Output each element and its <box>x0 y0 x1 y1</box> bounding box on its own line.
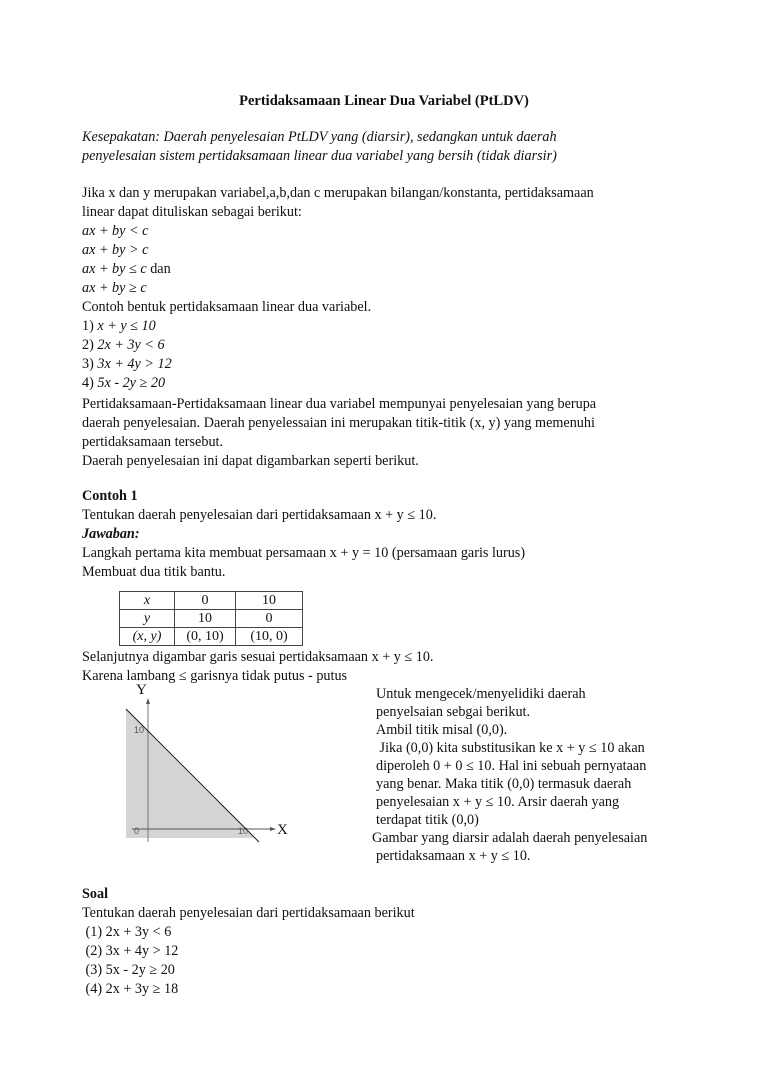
soal-item: (4) 2x + 3y ≥ 18 <box>82 981 179 997</box>
check-text-line: pertidaksamaan x + y ≤ 10. <box>376 848 531 864</box>
example-expr: 5x - 2y ≥ 20 <box>97 375 166 391</box>
soal-item: (3) 5x - 2y ≥ 20 <box>82 962 175 978</box>
agreement-line-2: penyelesaian sistem pertidaksamaan linear dua variabel yang bersih (tidak diarsir) <box>82 148 557 164</box>
example-expr: x + y ≤ 10 <box>97 318 156 334</box>
x-axis-arrow-icon <box>270 827 276 831</box>
example-num: 1) <box>82 318 98 334</box>
form-2: ax + by > c <box>82 242 149 258</box>
check-text-line: Ambil titik misal (0,0). <box>376 722 508 738</box>
form-3-expr: ax + by ≤ c <box>82 261 147 277</box>
check-text-line: penyelesaian x + y ≤ 10. Arsir daerah yang <box>376 794 620 810</box>
step-1: Langkah pertama kita membuat persamaan x + y = 10 (persamaan garis lurus) <box>82 545 526 561</box>
example-item <box>82 317 156 335</box>
example-expr: 2x + 3y < 6 <box>97 337 165 353</box>
form-4: ax + by ≥ c <box>82 280 147 296</box>
example-num: 4) <box>82 375 98 391</box>
example-item <box>82 355 172 373</box>
check-text-line: penyelsaian sebgai berikut. <box>376 704 531 720</box>
check-text-line: Untuk mengecek/menyelidiki daerah <box>376 686 586 702</box>
intro-line-2: linear dapat dituliskan sebagai berikut: <box>82 204 302 220</box>
check-text-line: diperoleh 0 + 0 ≤ 10. Hal ini sebuah pernyataan <box>376 758 647 774</box>
table-row <box>120 592 303 610</box>
x-tick-label: 10 <box>238 826 249 836</box>
jawaban-label: Jawaban: <box>82 526 140 542</box>
table-row <box>120 610 303 628</box>
helper-points-table <box>119 591 303 646</box>
check-text-line: Gambar yang diarsir adalah daerah penyelesaian <box>372 830 648 846</box>
table-cell: (10, 0) <box>236 628 303 646</box>
form-3-suffix: dan <box>146 261 171 277</box>
explanation-line-3: pertidaksamaan tersebut. <box>82 434 224 450</box>
table-row <box>120 628 303 646</box>
solution-region-graph <box>100 680 300 850</box>
example-num: 2) <box>82 337 98 353</box>
soal-item: (1) 2x + 3y < 6 <box>82 924 172 940</box>
explanation-line-1: Pertidaksamaan-Pertidaksamaan linear dua variabel mempunyai penyelesaian yang berupa <box>82 396 597 412</box>
y-tick-label: 10 <box>134 725 145 735</box>
examples-heading: Contoh bentuk pertidaksamaan linear dua variabel. <box>82 299 372 315</box>
page-title: Pertidaksamaan Linear Dua Variabel (PtLDV) <box>239 93 529 109</box>
form-1: ax + by < c <box>82 223 149 239</box>
step-4: Karena lambang ≤ garisnya tidak putus - putus <box>82 668 348 684</box>
contoh1-heading: Contoh 1 <box>82 488 138 504</box>
step-2: Membuat dua titik bantu. <box>82 564 226 580</box>
table-cell: (0, 10) <box>175 628 236 646</box>
check-text-line: Jika (0,0) kita substitusikan ke x + y ≤ 10 akan <box>376 740 645 756</box>
example-item <box>82 374 165 392</box>
soal-item: (2) 3x + 4y > 12 <box>82 943 179 959</box>
table-cell: x <box>120 592 175 610</box>
origin-label: 0 <box>134 826 140 836</box>
example-item <box>82 336 165 354</box>
example-num: 3) <box>82 356 98 372</box>
step-3: Selanjutnya digambar garis sesuai pertidaksamaan x + y ≤ 10. <box>82 649 434 665</box>
explanation-line-4: Daerah penyelesaian ini dapat digambarkan seperti berikut. <box>82 453 419 469</box>
soal-heading: Soal <box>82 886 109 902</box>
agreement-line-1: Kesepakatan: Daerah penyelesaian PtLDV yang (diarsir), sedangkan untuk daerah <box>82 129 557 145</box>
x-axis-label: X <box>277 822 288 838</box>
y-axis-label: Y <box>136 682 147 698</box>
table-cell: 10 <box>236 592 303 610</box>
check-text-line: terdapat titik (0,0) <box>376 812 479 828</box>
table-cell: (x, y) <box>120 628 175 646</box>
table-cell: 10 <box>175 610 236 628</box>
form-3 <box>82 260 171 278</box>
check-text-line: yang benar. Maka titik (0,0) termasuk daerah <box>376 776 632 792</box>
table-cell: y <box>120 610 175 628</box>
soal-instruction: Tentukan daerah penyelesaian dari pertidaksamaan berikut <box>82 905 415 921</box>
table-cell: 0 <box>175 592 236 610</box>
table-cell: 0 <box>236 610 303 628</box>
contoh1-question: Tentukan daerah penyelesaian dari pertidaksamaan x + y ≤ 10. <box>82 507 437 523</box>
intro-line-1: Jika x dan y merupakan variabel,a,b,dan c merupakan bilangan/konstanta, pertidaksamaan <box>82 185 594 201</box>
explanation-line-2: daerah penyelesaian. Daerah penyelessaian ini merupakan titik-titik (x, y) yang memenuhi <box>82 415 595 431</box>
example-expr: 3x + 4y > 12 <box>97 356 172 372</box>
